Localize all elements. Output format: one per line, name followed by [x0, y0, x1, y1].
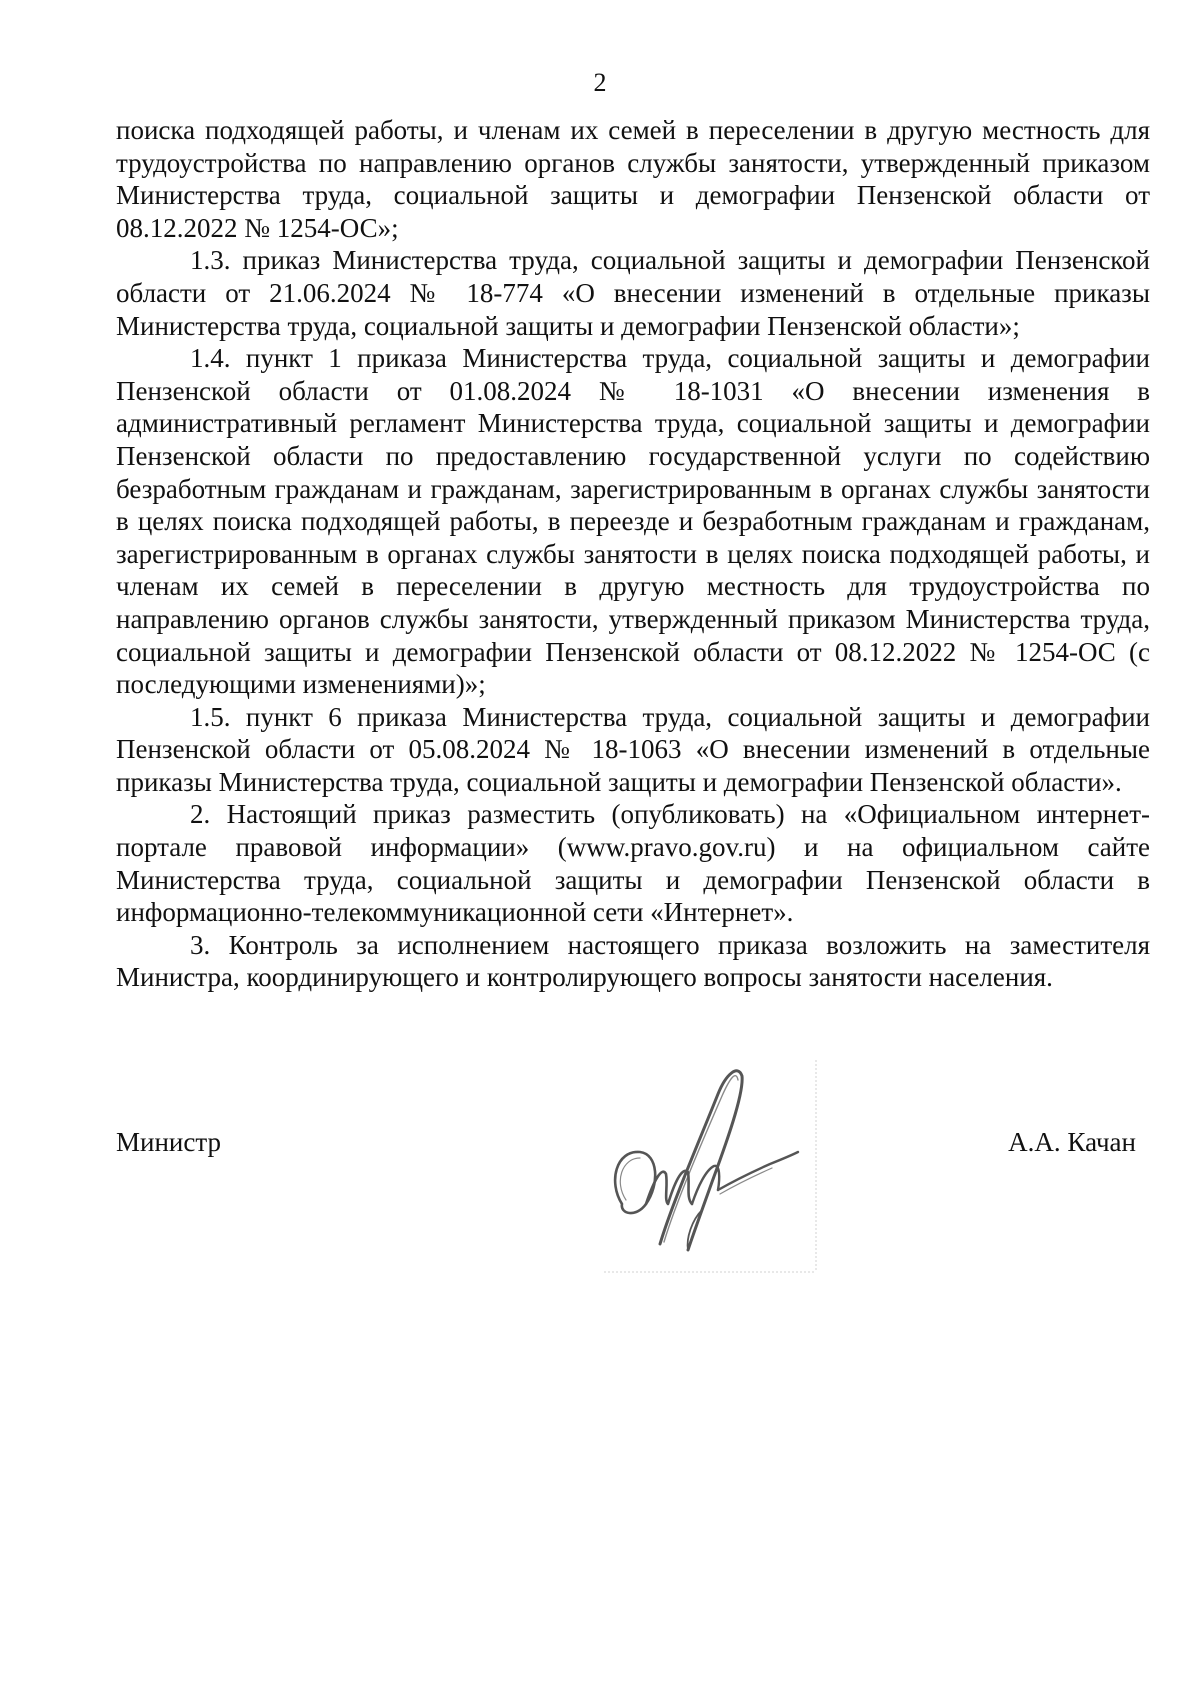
- signatory-name: А.А. Качан: [1008, 1127, 1136, 1157]
- paragraph-item-1-5: 1.5. пункт 6 приказа Министерства труда, социальной защиты и демографии Пензенской области от 05.08.2024 № 18-1063 «О внесении изменений в отдельные приказы Министерства труда, социальной защиты и демографии Пензенской области».: [116, 701, 1150, 797]
- paragraph-item-1-3: 1.3. приказ Министерства труда, социальной защиты и демографии Пензенской области от 21.06.2024 № 18-774 «О внесении изменений в отдельные приказы Министерства труда, социальной защиты и демографии Пензенской области»;: [116, 245, 1150, 341]
- handwritten-signature: [602, 1054, 820, 1276]
- signatory-title: Министр: [116, 1127, 221, 1157]
- paragraph-continuation: поиска подходящей работы, и членам их семей в переселении в другую местность для трудоустройства по направлению органов службы занятости, утвержденный приказом Министерства труда, социальной защиты и демографии Пензенской области от 08.12.2022 № 1254-ОС»;: [116, 115, 1150, 243]
- paragraph-item-1-4: 1.4. пункт 1 приказа Министерства труда, социальной защиты и демографии Пензенской области от 01.08.2024 № 18-1031 «О внесении изменения в административный регламент Министерства труда, социальной защиты и демографии Пензенской области по предоставлению государственной услуги по содействию безработным гражданам и гражданам, зарегистрированным в органах службы занятости в целях поиска подходящей работы, в переезде и безработным гражданам и гражданам, зарегистрированным в органах службы занятости в целях поиска подходящей работы, и членам их семей в переселении в другую местность для трудоустройства по направлению органов службы занятости, утвержденный приказом Министерства труда, социальной защиты и демографии Пензенской области от 08.12.2022 № 1254-ОС (с последующими изменениями)»;: [116, 343, 1150, 700]
- document-body: [116, 114, 1150, 994]
- paragraph-item-3: 3. Контроль за исполнением настоящего приказа возложить на заместителя Министра, координирующего и контролирующего вопросы занятости населения.: [116, 929, 1150, 993]
- paragraph-item-2: 2. Настоящий приказ разместить (опубликовать) на «Официальном интернет-портале правовой информации» (www.pravo.gov.ru) и на официальном сайте Министерства труда, социальной защиты и демографии Пензенской области в информационно-телекоммуникационной сети «Интернет».: [116, 799, 1150, 928]
- page-number: 2: [593, 68, 607, 97]
